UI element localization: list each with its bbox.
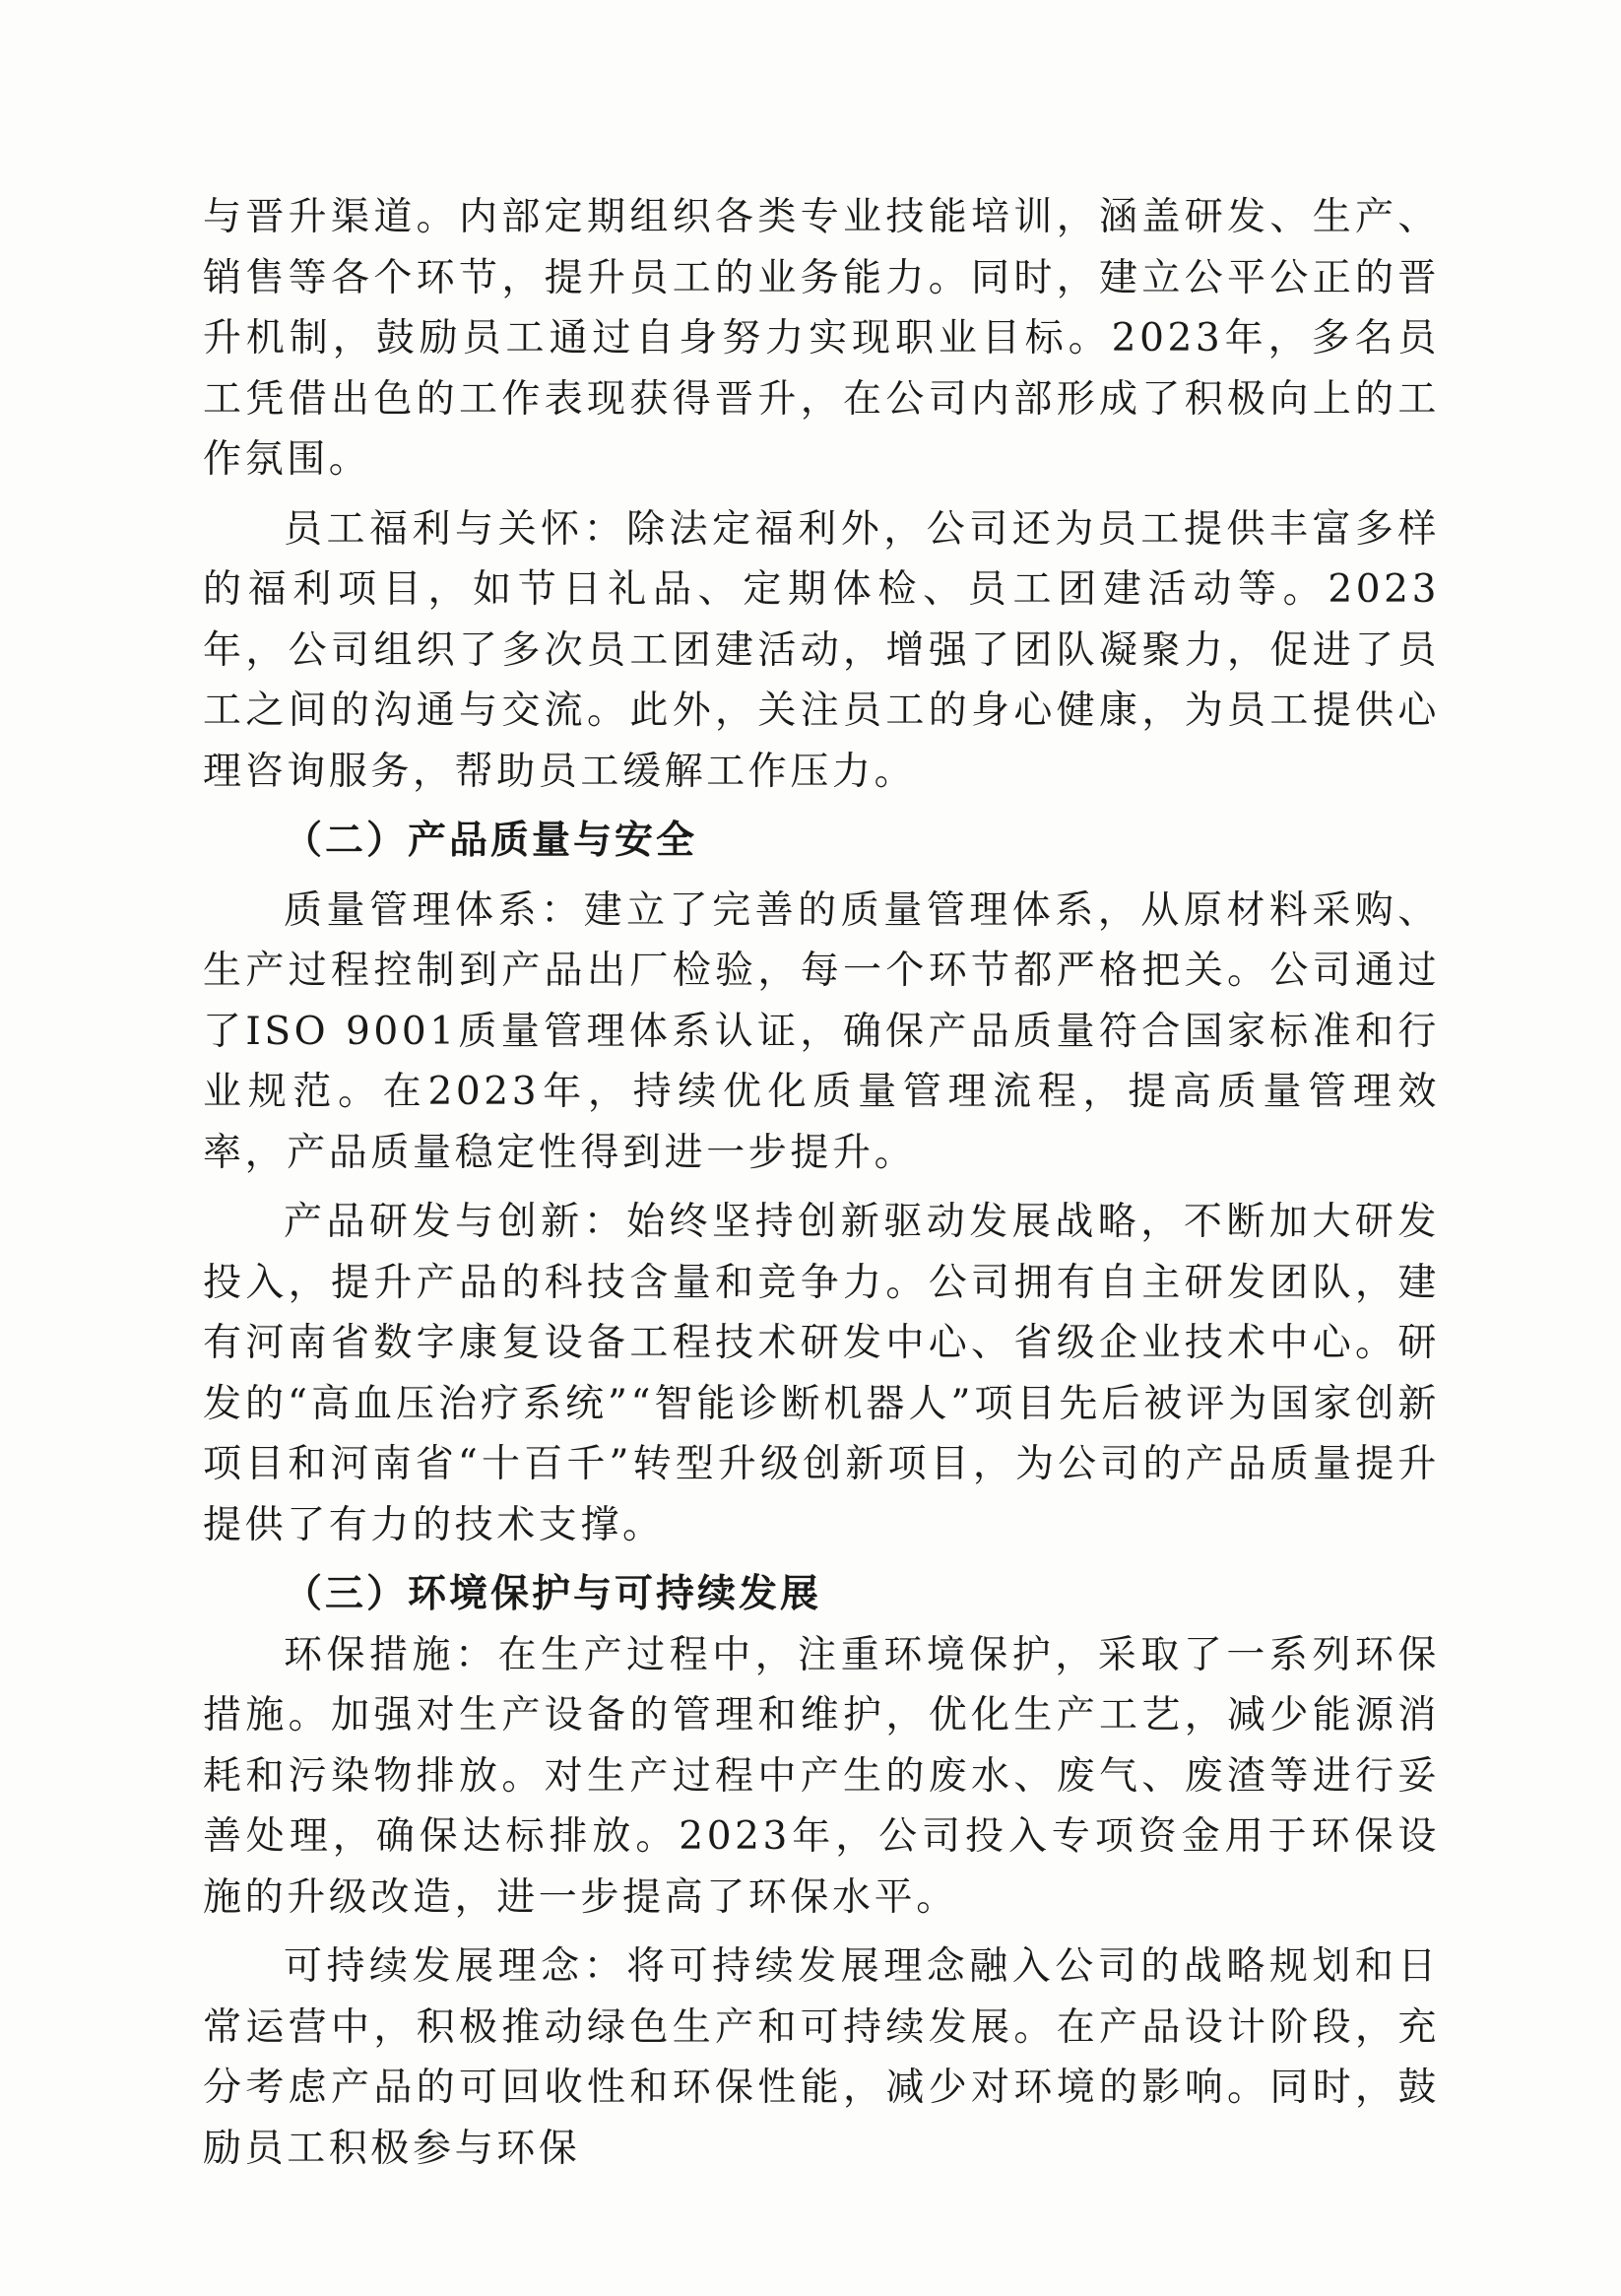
paragraph-career-promotion: 与晋升渠道。内部定期组织各类专业技能培训，涵盖研发、生产、销售等各个环节，提升员工的业务能力。同时，建立公平公正的晋升机制，鼓励员工通过自身努力实现职业目标。2023年，多名员工凭借出色的工作表现获得晋升，在公司内部形成了积极向上的工作氛围。 [203, 195, 1440, 482]
section-heading-product-quality: （二）产品质量与安全 [284, 819, 698, 863]
paragraph-employee-welfare: 员工福利与关怀：除法定福利外，公司还为员工提供丰富多样的福利项目，如节日礼品、定期体检、员工团建活动等。2023年，公司组织了多次员工团建活动，增强了团队凝聚力，促进了员工之间的沟通与交流。此外，关注员工的身心健康，为员工提供心理咨询服务，帮助员工缓解工作压力。 [203, 506, 1440, 794]
paragraph-environmental-measures: 环保措施：在生产过程中，注重环境保护，采取了一系列环保措施。加强对生产设备的管理和维护，优化生产工艺，减少能源消耗和污染物排放。对生产过程中产生的废水、废气、废渣等进行妥善处理，确保达标排放。2023年，公司投入专项资金用于环保设施的升级改造，进一步提高了环保水平。 [203, 1632, 1440, 1920]
section-heading-environment: （三）环境保护与可持续发展 [284, 1572, 822, 1616]
paragraph-product-rnd: 产品研发与创新：始终坚持创新驱动发展战略，不断加大研发投入，提升产品的科技含量和竞争力。公司拥有自主研发团队，建有河南省数字康复设备工程技术研发中心、省级企业技术中心。研发的“高血压治疗系统”“智能诊断机器人”项目先后被评为国家创新项目和河南省“十百千”转型升级创新项目，为公司的产品质量提升提供了有力的技术支撑。 [203, 1200, 1440, 1547]
paragraph-quality-management: 质量管理体系：建立了完善的质量管理体系，从原材料采购、生产过程控制到产品出厂检验，每一个环节都严格把关。公司通过了ISO 9001质量管理体系认证，确保产品质量符合国家标准和行业规范。在2023年，持续优化质量管理流程，提高质量管理效率，产品质量稳定性得到进一步提升。 [203, 887, 1440, 1175]
paragraph-sustainability: 可持续发展理念：将可持续发展理念融入公司的战略规划和日常运营中，积极推动绿色生产和可持续发展。在产品设计阶段，充分考虑产品的可回收性和环保性能，减少对环境的影响。同时，鼓励员工积极参与环保 [203, 1944, 1440, 2171]
document-body [203, 187, 1440, 2179]
